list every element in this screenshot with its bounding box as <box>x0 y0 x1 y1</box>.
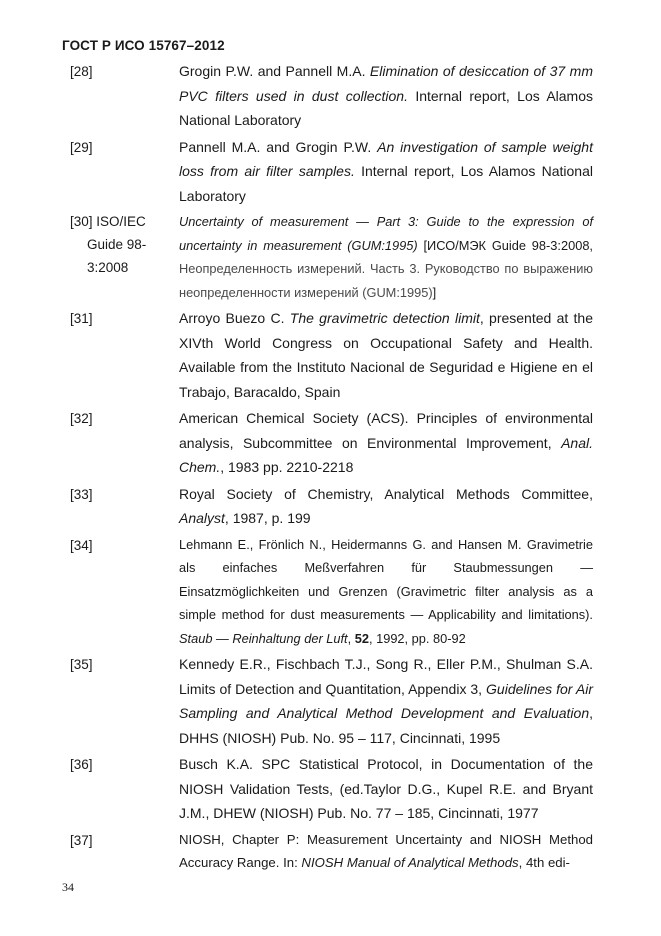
reference-entry <box>70 406 593 480</box>
reference-entry <box>70 306 593 404</box>
reference-text-segment: Internal report, Los Alamos National Laboratory <box>179 163 593 204</box>
reference-number: [31] <box>70 311 93 326</box>
reference-entry <box>70 210 593 304</box>
reference-text <box>179 828 593 875</box>
reference-number: [28] <box>70 64 93 79</box>
reference-number: [35] <box>70 657 93 672</box>
reference-entry <box>70 828 593 875</box>
reference-entry <box>70 135 593 209</box>
page-number: 34 <box>62 880 74 894</box>
reference-entry <box>70 533 593 651</box>
reference-number: [34] <box>70 537 93 553</box>
reference-text-segment: , 1987, p. 199 <box>224 510 311 526</box>
reference-text-segment: Pannell M.A. and Grogin P.W. <box>179 138 378 155</box>
reference-title-italic: Anal. Chem. <box>179 434 593 475</box>
reference-text-segment: Arroyo Buezo C. <box>179 310 290 326</box>
reference-entry <box>70 482 593 531</box>
reference-text <box>179 752 593 826</box>
reference-entry <box>70 59 593 133</box>
reference-text-segment: American Chemical Society (ACS). Principles of environmental analysis, Subcommittee on Environmental Improvement, <box>179 410 593 451</box>
reference-number: [37] <box>70 832 93 848</box>
standard-designation: ГОСТ Р ИСО 15767–2012 <box>62 38 225 53</box>
reference-text-segment: Kennedy E.R., Fischbach T.J., Song R., Eller P.M., Shulman S.A. Limits of Detection and Quantitation, Appendix 3, <box>179 656 593 697</box>
reference-title-italic: Staub — Reinhaltung der Luft <box>179 630 348 646</box>
reference-text-segment: Lehmann E., Frönlich N., Heidermanns G. and Hansen M. Gravimetrie als einfaches Meßverfahren für Staubmessungen — Einsatzmöglichkeiten und Grenzen (Gravimetric filter analysis as a simple method for dust measurements — Applicability and limitations). <box>179 536 593 622</box>
reference-text-segment: Неопределенность измерений. Часть 3. Руководство по выражению неопределенности измерений (GUM:1995) <box>179 261 593 300</box>
reference-number: [36] <box>70 757 93 772</box>
reference-title-italic: NIOSH Manual of Analytical Methods <box>301 855 519 870</box>
reference-text-segment: Internal report, Los Alamos National Laboratory <box>179 87 594 128</box>
reference-text <box>179 482 593 531</box>
reference-text <box>179 306 593 404</box>
reference-text-segment: Busch K.A. SPC Statistical Protocol, in Documentation of the NIOSH Validation Tests, (ed.Taylor D.G., Kupel R.E. and Bryant J.M., DHEW (NIOSH) Pub. No. 77 – 185, Cincinnati, 1977 <box>179 756 593 821</box>
bibliography-list <box>70 59 593 877</box>
reference-number-line: Guide 98- <box>87 237 147 252</box>
reference-text-segment: Royal Society of Chemistry, Analytical Methods Committee, <box>179 485 593 502</box>
reference-title-italic: Analyst <box>179 510 225 526</box>
reference-text <box>179 652 593 750</box>
reference-title-italic: Uncertainty of measurement — Part 3: Guide to the expression of uncertainty in measurement (GUM:1995) <box>179 214 593 253</box>
reference-title-italic: Guidelines for Air Sampling and Analytical Method Development and Evaluation <box>179 680 594 721</box>
reference-text-segment: , DHHS (NIOSH) Pub. No. 95 – 117, Cincinnati, 1995 <box>179 705 593 746</box>
reference-text-segment: , 1992, pp. 80-92 <box>368 630 466 646</box>
reference-number: [33] <box>70 486 93 502</box>
reference-number-line: [30] ISO/IEC <box>70 214 146 229</box>
reference-text-segment: , 1983 pp. 2210-2218 <box>220 459 354 475</box>
reference-text-segment: , <box>347 630 355 646</box>
reference-text-segment: NIOSH, Chapter P: Measurement Uncertainty and NIOSH Method Accuracy Range. In: <box>179 831 593 870</box>
reference-text-segment: , 4th edi- <box>518 855 570 870</box>
reference-number: [32] <box>70 411 93 426</box>
reference-entry <box>70 752 593 826</box>
reference-text-segment: , presented at the XIVth World Congress on Occupational Safety and Health. Available from the Instituto Nacional de Seguridad e Higiene en el Trabajo, Baracaldo, Spain <box>179 310 593 400</box>
reference-text <box>179 135 593 209</box>
reference-text <box>179 406 593 480</box>
reference-text-segment: [ИСО/МЭК Guide 98-3:2008, <box>417 237 593 253</box>
reference-text <box>179 59 593 133</box>
reference-text-segment: Grogin P.W. and Pannell M.A. <box>179 63 370 79</box>
reference-title-italic: The gravimetric detection limit <box>289 310 480 326</box>
reference-number: [29] <box>70 139 93 155</box>
reference-title-italic: An investigation of sample weight loss from air filter samples. <box>179 138 593 179</box>
reference-text-segment: 52 <box>354 630 369 646</box>
reference-text <box>179 210 593 304</box>
reference-text <box>179 533 593 651</box>
reference-text-segment: ] <box>432 284 437 300</box>
reference-number <box>70 210 179 304</box>
reference-number-line: 3:2008 <box>87 260 129 275</box>
reference-title-italic: Elimination of desiccation of 37 mm PVC filters used in dust collection. <box>179 63 593 104</box>
reference-entry <box>70 652 593 750</box>
